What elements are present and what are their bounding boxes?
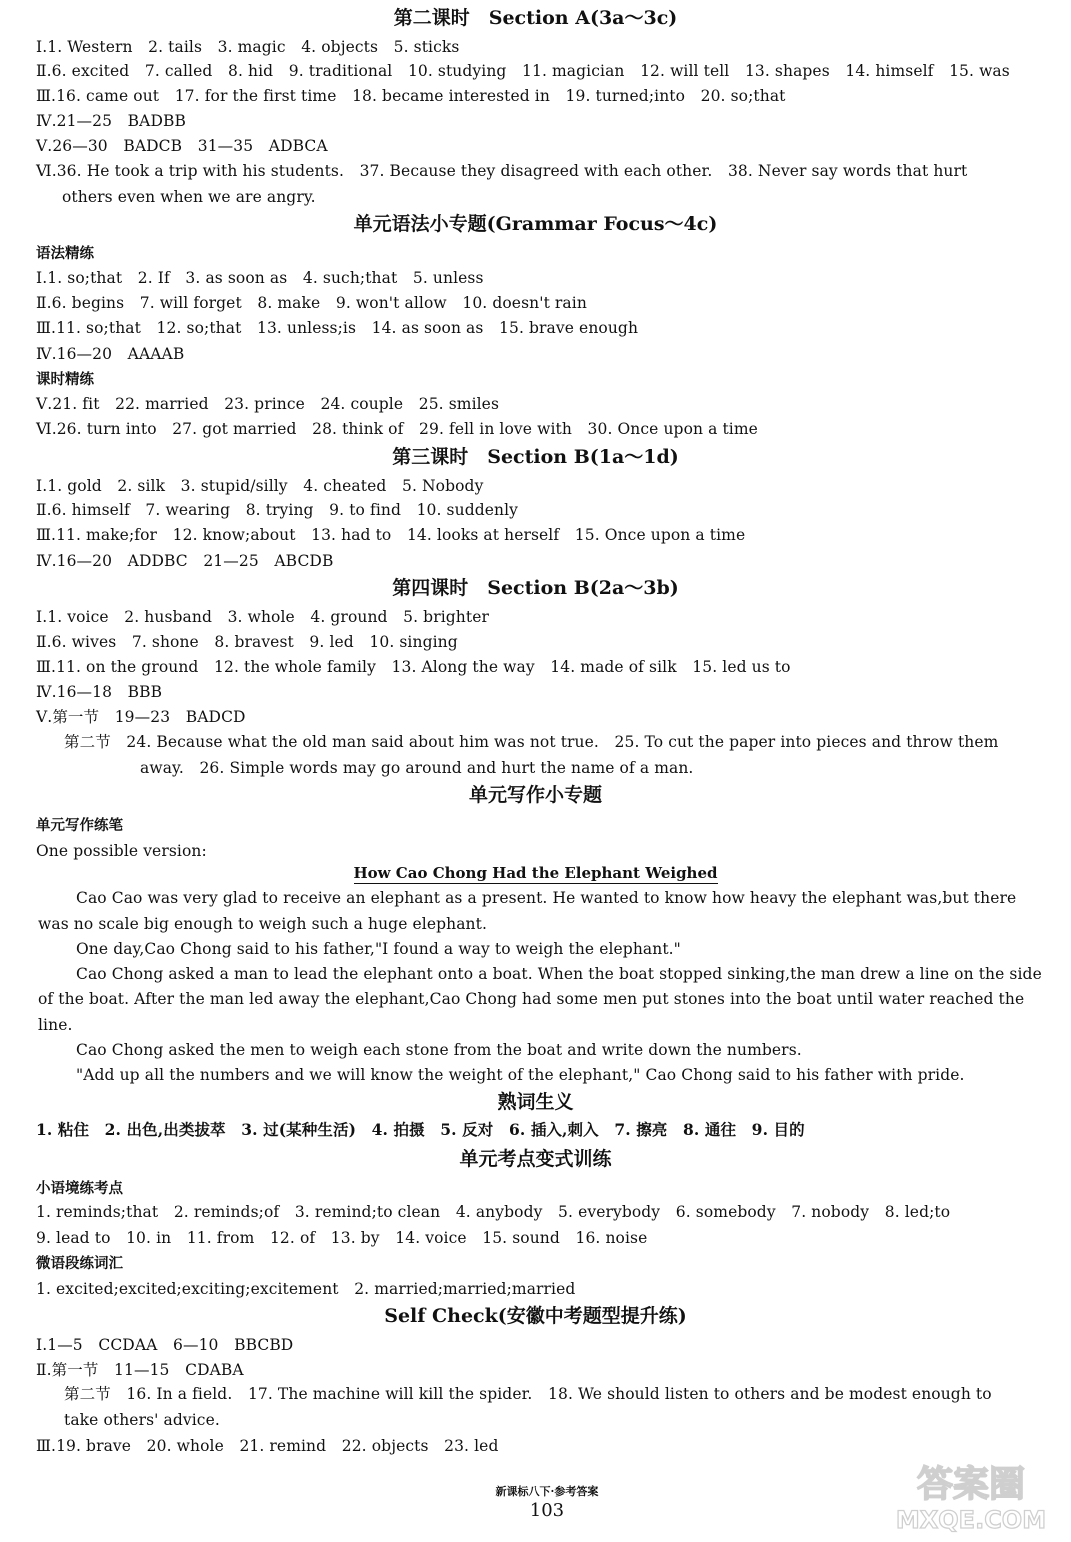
answer-line: Ⅰ.1—5 CCDAA 6—10 BBCBD <box>36 1336 294 1354</box>
answer-line: others even when we are angry. <box>62 188 316 206</box>
answer-line: Ⅴ.第一节 19—23 BADCD <box>36 708 246 726</box>
subheading: 微语段练词汇 <box>36 1255 123 1272</box>
watermark-top: 答案圈 <box>916 1464 1026 1505</box>
answer-line: Ⅰ.1. Western 2. tails 3. magic 4. objects 5. sticks <box>36 38 460 56</box>
answer-line: Ⅴ.26—30 BADCB 31—35 ADBCA <box>36 137 328 155</box>
answer-line: 第二节 16. In a field. 17. The machine will kill the spider. 18. We should listen to others and be modest enough to <box>64 1385 992 1403</box>
answer-line: Ⅲ.19. brave 20. whole 21. remind 22. objects 23. led <box>36 1437 499 1455</box>
answer-line: Ⅳ.16—18 BBB <box>36 683 163 701</box>
essay-line: "Add up all the numbers and we will know the weight of the elephant," Cao Chong said to his father with pride. <box>76 1066 965 1084</box>
essay-line: Cao Chong asked the men to weigh each stone from the boat and write down the numbers. <box>76 1041 802 1059</box>
answer-line: Ⅰ.1. gold 2. silk 3. stupid/silly 4. cheated 5. Nobody <box>36 477 484 495</box>
heading-section-a: 第二课时 Section A(3a～3c) <box>393 7 678 29</box>
answer-line: Ⅳ.16—20 AAAAB <box>36 345 185 363</box>
essay-line: One day,Cao Chong said to his father,"I found a way to weigh the elephant." <box>76 940 681 958</box>
answer-line: Ⅳ.16—20 ADDBC 21—25 ABCDB <box>36 552 334 570</box>
essay-line: Cao Chong asked a man to lead the elephant onto a boat. When the boat stopped sinking,the man drew a line on the side <box>76 965 1042 983</box>
heading-writing: 单元写作小专题 <box>468 784 602 806</box>
heading-grammar-focus: 单元语法小专题(Grammar Focus～4c) <box>353 213 718 235</box>
answer-line: 第二节 24. Because what the old man said about him was not true. 25. To cut the paper into pieces and throw them <box>64 733 999 751</box>
answer-line: Ⅲ.16. came out 17. for the first time 18. became interested in 19. turned;into 20. so;that <box>36 87 786 105</box>
answer-line: Ⅵ.36. He took a trip with his students. 37. Because they disagreed with each other. 38. Never say words that hurt <box>36 162 968 180</box>
heading-unit-practice: 单元考点变式训练 <box>459 1148 612 1170</box>
essay-line: line. <box>38 1016 73 1034</box>
heading-section-b1: 第三课时 Section B(1a～1d) <box>392 446 679 468</box>
watermark-bottom: MXQE.COM <box>895 1506 1047 1534</box>
answer-line: One possible version: <box>36 842 207 860</box>
page-number: 103 <box>529 1500 565 1521</box>
subheading: 单元写作练笔 <box>36 817 123 834</box>
answer-line: 1. excited;excited;exciting;excitement 2. married;married;married <box>36 1280 576 1298</box>
answer-line: Ⅱ.第一节 11—15 CDABA <box>36 1361 244 1379</box>
answer-line: Ⅰ.1. voice 2. husband 3. whole 4. ground 5. brighter <box>36 608 489 626</box>
essay-line: Cao Cao was very glad to receive an elephant as a present. He wanted to know how heavy the elephant was,but there <box>76 889 1017 907</box>
answer-line: 1. reminds;that 2. reminds;of 3. remind;to clean 4. anybody 5. everybody 6. somebody 7. nobody 8. led;to <box>36 1203 951 1221</box>
answer-line: Ⅳ.21—25 BADBB <box>36 112 186 130</box>
heading-word-meanings: 熟词生义 <box>497 1091 574 1113</box>
answer-line: Ⅱ.6. himself 7. wearing 8. trying 9. to find 10. suddenly <box>36 501 519 519</box>
watermark-logo <box>883 1456 1059 1534</box>
answer-line: 1. 粘住 2. 出色,出类拔萃 3. 过(某种生活) 4. 拍摄 5. 反对 6. 插入,刺入 7. 擦亮 8. 通往 9. 目的 <box>36 1120 805 1139</box>
answer-line: Ⅲ.11. so;that 12. so;that 13. unless;is 14. as soon as 15. brave enough <box>36 319 639 337</box>
essay-line: of the boat. After the man led away the elephant,Cao Chong had some men put stones into the boat until water reached the <box>38 990 1025 1008</box>
answer-line: Ⅵ.26. turn into 27. got married 28. think of 29. fell in love with 30. Once upon a time <box>36 420 758 438</box>
subheading: 语法精练 <box>36 245 94 262</box>
answer-line: Ⅴ.21. fit 22. married 23. prince 24. couple 25. smiles <box>36 395 500 413</box>
answer-line: Ⅲ.11. on the ground 12. the whole family 13. Along the way 14. made of silk 15. led us to <box>36 658 791 676</box>
answer-line: Ⅱ.6. wives 7. shone 8. bravest 9. led 10. singing <box>36 633 458 651</box>
heading-section-b2: 第四课时 Section B(2a～3b) <box>392 577 679 599</box>
answer-line: Ⅰ.1. so;that 2. If 3. as soon as 4. such;that 5. unless <box>36 269 484 287</box>
essay-title <box>0 864 1071 882</box>
answer-line: Ⅱ.6. begins 7. will forget 8. make 9. won't allow 10. doesn't rain <box>36 294 587 312</box>
answer-line: Ⅲ.11. make;for 12. know;about 13. had to 14. looks at herself 15. Once upon a time <box>36 526 746 544</box>
essay-line: was no scale big enough to weigh such a huge elephant. <box>38 915 487 933</box>
answer-line: away. 26. Simple words may go around and hurt the name of a man. <box>140 759 694 777</box>
heading-self-check: Self Check(安徽中考题型提升练) <box>384 1305 687 1327</box>
subheading: 小语境练考点 <box>36 1180 123 1197</box>
essay-title-text: How Cao Chong Had the Elephant Weighed <box>353 864 718 882</box>
answer-line: take others' advice. <box>64 1411 220 1429</box>
answer-line: 9. lead to 10. in 11. from 12. of 13. by 14. voice 15. sound 16. noise <box>36 1229 648 1247</box>
answer-line: Ⅱ.6. excited 7. called 8. hid 9. traditional 10. studying 11. magician 12. will tell 13. shapes 14. himself 15. was <box>36 62 1010 80</box>
subheading: 课时精练 <box>36 371 94 388</box>
footer-label: 新课标八下·参考答案 <box>495 1485 599 1498</box>
